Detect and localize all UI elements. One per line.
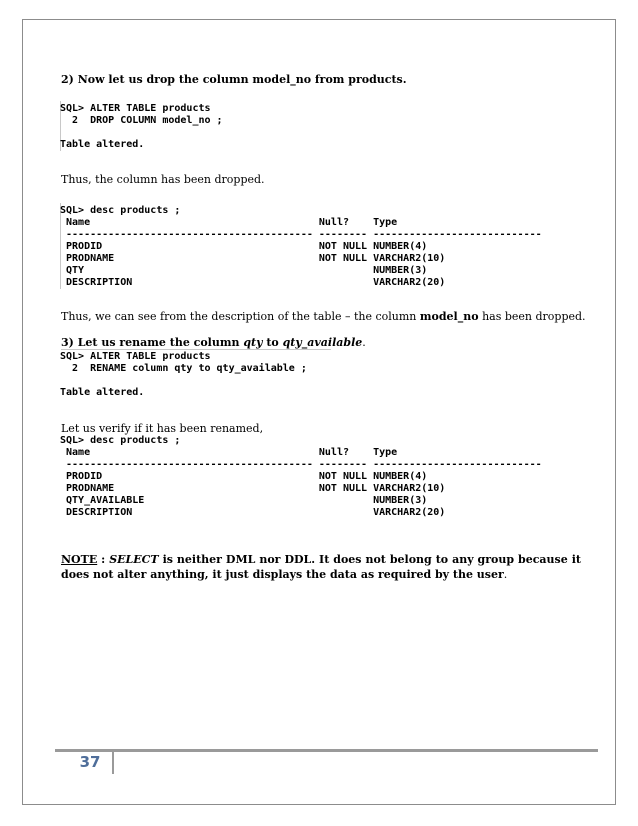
code-line: DESCRIPTION VARCHAR2(20)	[60, 277, 446, 288]
code-line: SQL> ALTER TABLE products	[60, 351, 211, 362]
heading-rename-rule	[61, 349, 331, 350]
code-line: PRODNAME NOT NULL VARCHAR2(10)	[60, 253, 446, 264]
code-line: PRODID NOT NULL NUMBER(4)	[60, 241, 428, 252]
footer-divider	[112, 752, 114, 774]
footer-rule	[55, 749, 598, 752]
code-line: PRODID NOT NULL NUMBER(4)	[60, 471, 428, 482]
code-line: PRODNAME NOT NULL VARCHAR2(10)	[60, 483, 446, 494]
heading-rename-to: qty_available	[282, 336, 363, 349]
heading-rename-column	[61, 336, 366, 350]
code-block-desc-2	[60, 435, 542, 519]
code-line: Table altered.	[60, 387, 145, 398]
text-desc-column: model_no	[419, 310, 479, 323]
code-block-rename	[60, 351, 307, 399]
code-line: ----------------------------------------- -------- ----------------------------	[60, 229, 542, 240]
code-line: SQL> desc products ;	[60, 435, 181, 446]
code-line: ----------------------------------------- -------- ----------------------------	[60, 459, 542, 470]
code-line: QTY NUMBER(3)	[60, 265, 428, 276]
heading-rename-from: qty	[243, 336, 263, 349]
note-end: .	[503, 568, 508, 581]
code-block-desc-1	[60, 205, 542, 289]
code-line: SQL> desc products ;	[60, 205, 181, 216]
code-line: Name Null? Type	[60, 217, 398, 228]
heading-rename-prefix: 3) Let us rename the column	[61, 336, 244, 349]
code-line: Name Null? Type	[60, 447, 398, 458]
code-line: 2 RENAME column qty to qty_available ;	[60, 363, 307, 374]
note-paragraph	[61, 552, 581, 582]
note-sep: :	[97, 553, 110, 566]
text-desc-before: Thus, we can see from the description of the table – the column	[61, 310, 420, 323]
text-verify-renamed: Let us verify if it has been renamed,	[61, 422, 264, 435]
code-line: 2 DROP COLUMN model_no ;	[60, 115, 223, 126]
text-column-dropped: Thus, the column has been dropped.	[61, 173, 265, 186]
heading-rename-mid: to	[262, 336, 283, 349]
code-line	[60, 127, 223, 139]
note-text: is neither DML nor DDL. It does not belong to any group because it does not alter anything, it just displays the data as required by the user	[61, 553, 581, 581]
code-line: Table altered.	[60, 139, 145, 150]
code-block-drop	[60, 103, 223, 151]
heading-rename-suffix: .	[362, 336, 366, 349]
note-keyword: SELECT	[109, 553, 159, 566]
page-number: 37	[79, 753, 101, 771]
text-desc-after: has been dropped.	[478, 310, 586, 323]
text-description-dropped	[61, 310, 586, 324]
heading-drop-column: 2) Now let us drop the column model_no from products.	[61, 73, 407, 86]
code-line	[60, 375, 307, 387]
code-line: QTY_AVAILABLE NUMBER(3)	[60, 495, 428, 506]
code-line: DESCRIPTION VARCHAR2(20)	[60, 507, 446, 518]
code-line: SQL> ALTER TABLE products	[60, 103, 211, 114]
note-label: NOTE	[61, 553, 98, 566]
